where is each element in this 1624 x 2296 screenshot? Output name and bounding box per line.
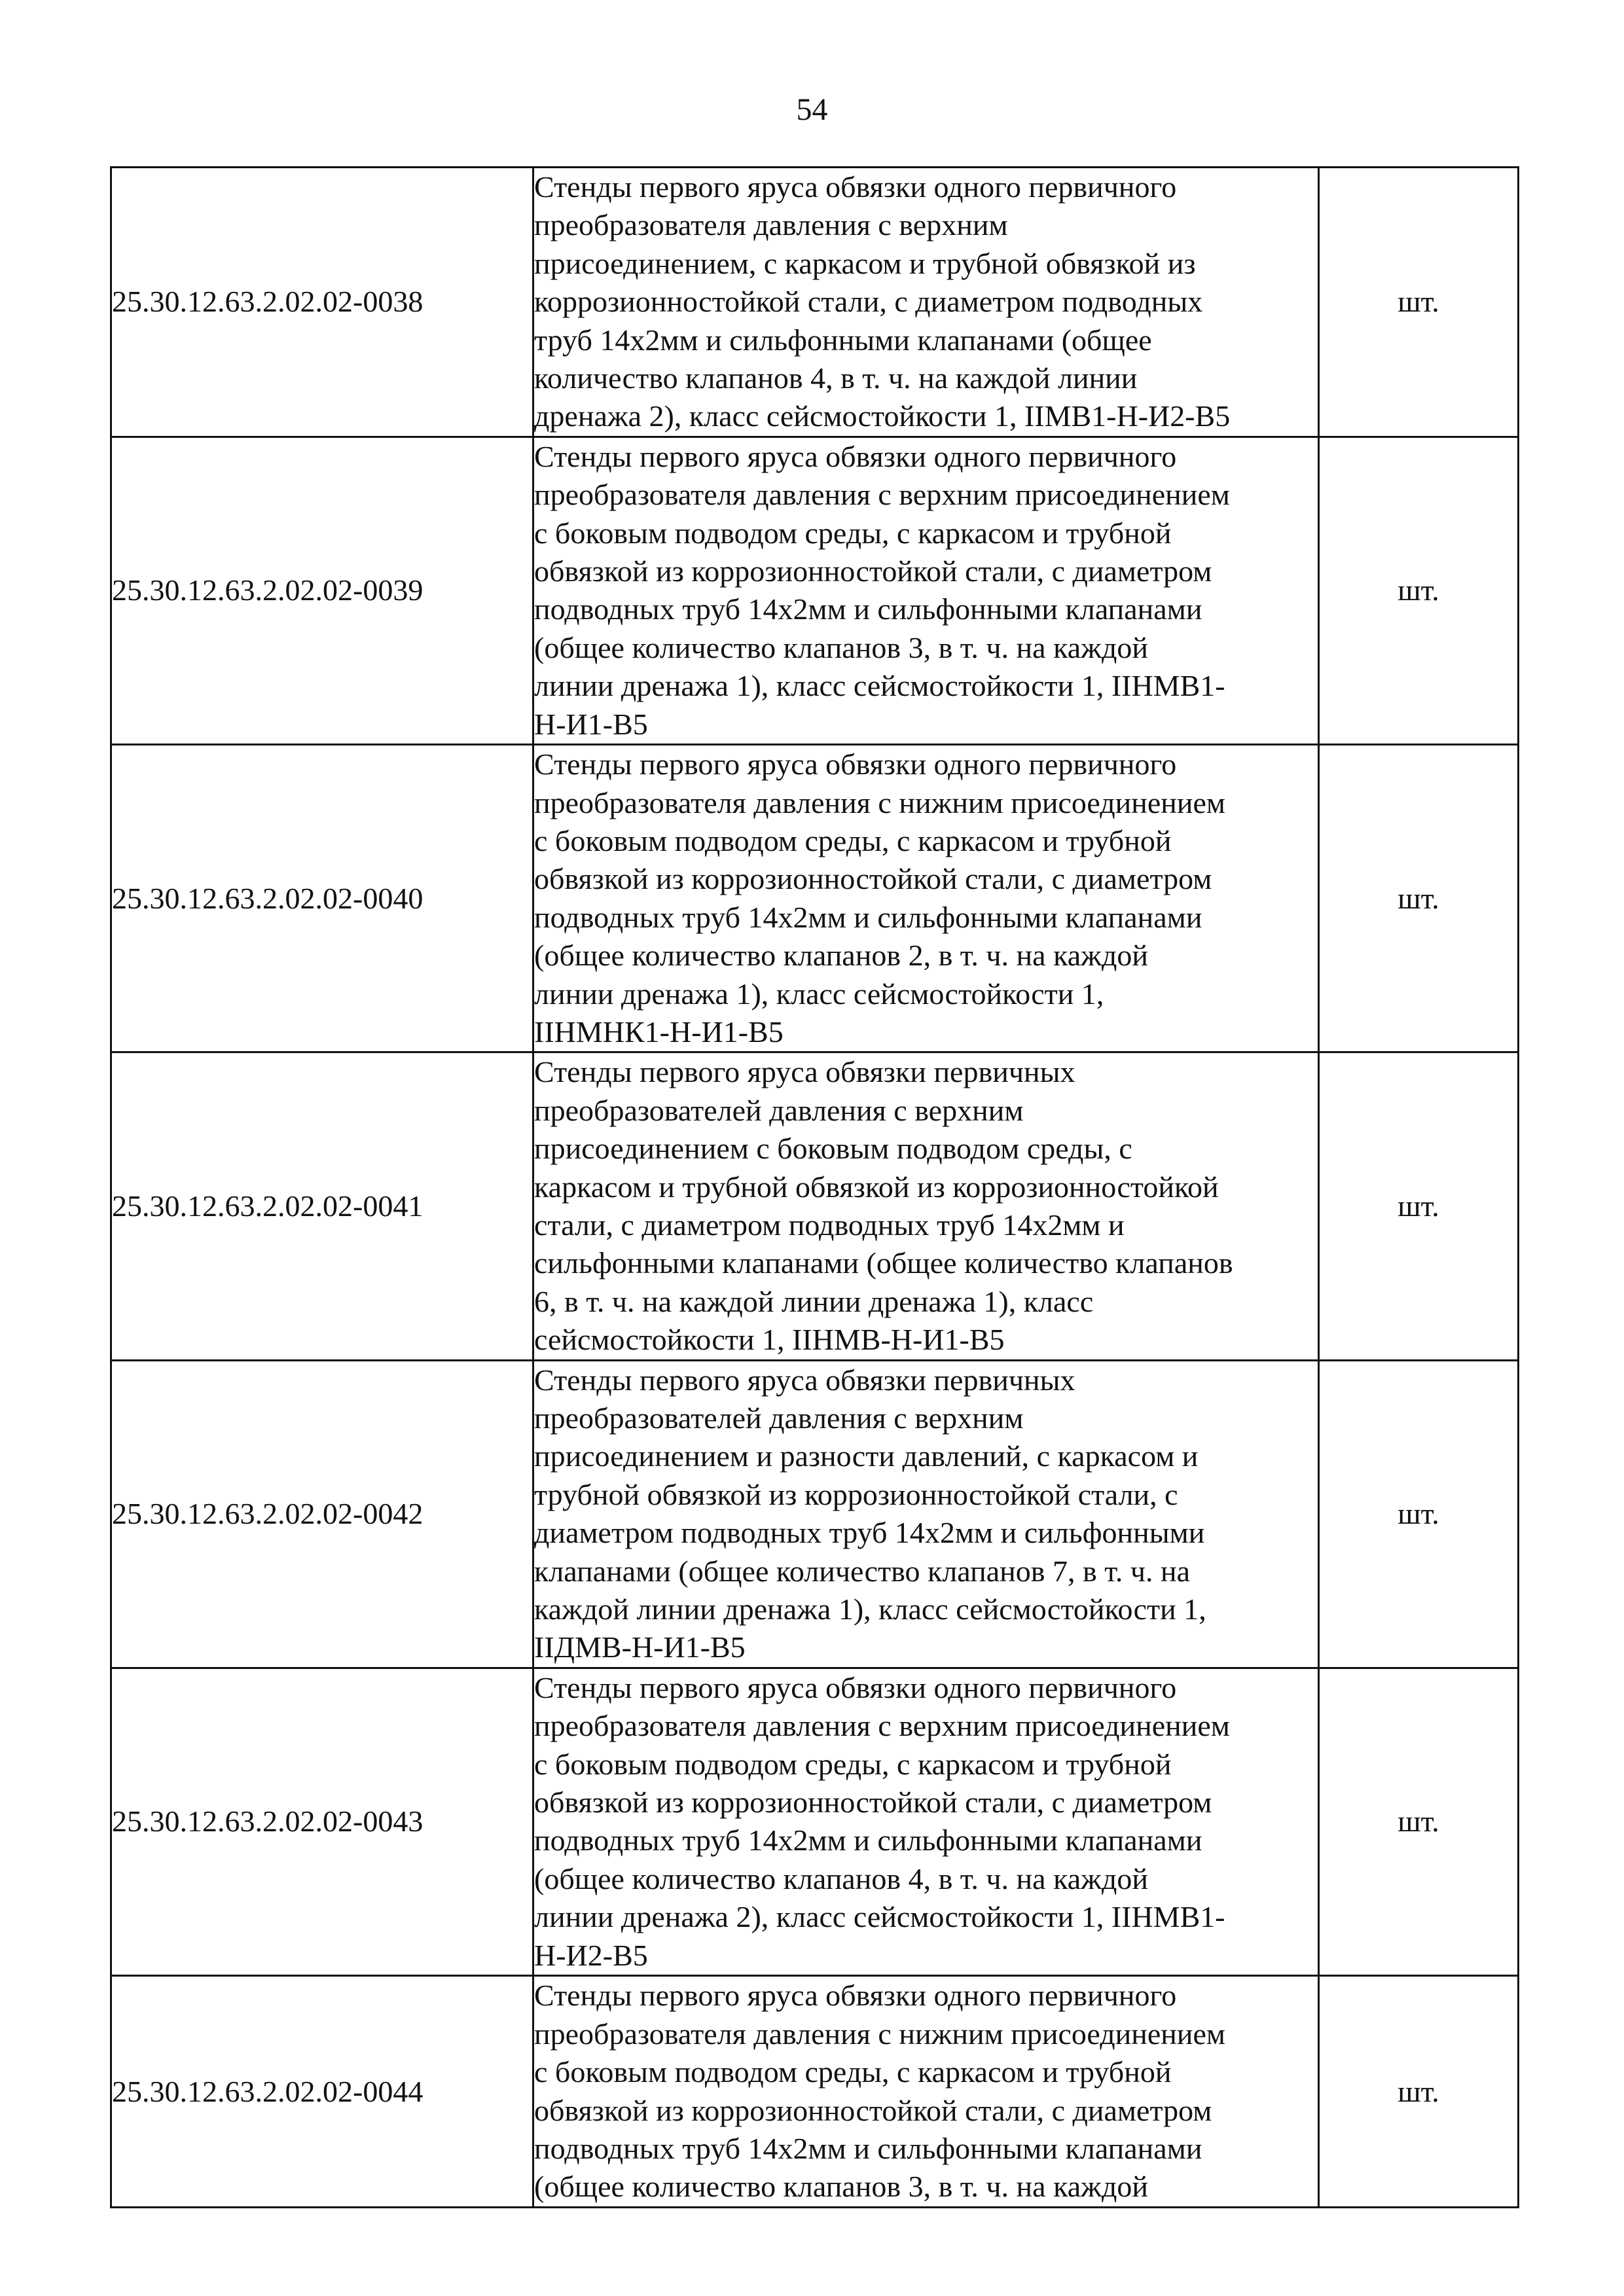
- item-code: 25.30.12.63.2.02.02-0044: [111, 1976, 533, 2208]
- item-description: [533, 745, 1319, 1052]
- item-code: 25.30.12.63.2.02.02-0040: [111, 745, 533, 1052]
- description-line: коррозионностойкой стали, с диаметром подводных: [534, 285, 1203, 319]
- description-line: клапанами (общее количество клапанов 7, в т. ч. на: [534, 1554, 1191, 1588]
- description-line: 6, в т. ч. на каждой линии дренажа 1), класс: [534, 1284, 1094, 1318]
- description-line: Стенды первого яруса обвязки одного первичного: [534, 1979, 1177, 2013]
- description-line: преобразователей давления с верхним: [534, 1401, 1024, 1435]
- description-line: обвязкой из коррозионностойкой стали, с диаметром: [534, 1785, 1212, 1820]
- description-line: диаметром подводных труб 14х2мм и сильфонными: [534, 1516, 1205, 1550]
- table-row: [111, 1668, 1519, 1975]
- description-line: Н-И2-В5: [534, 1938, 648, 1972]
- description-line: линии дренажа 1), класс сейсмостойкости 1,: [534, 977, 1104, 1011]
- item-code: 25.30.12.63.2.02.02-0043: [111, 1668, 533, 1975]
- description-line: преобразователя давления с нижним присоединением: [534, 785, 1226, 819]
- item-description: [533, 1668, 1319, 1975]
- description-line: преобразователя давления с верхним присоединением: [534, 1709, 1230, 1743]
- table-row: [111, 1976, 1519, 2208]
- description-line: подводных труб 14х2мм и сильфонными клапанами: [534, 1823, 1202, 1857]
- description-line: преобразователя давления с верхним: [534, 208, 1008, 242]
- item-description: [533, 1976, 1319, 2208]
- description-line: с боковым подводом среды, с каркасом и трубной: [534, 1747, 1172, 1781]
- description-line: количество клапанов 4, в т. ч. на каждой линии: [534, 361, 1138, 395]
- description-line: сейсмостойкости 1, IIНМВ-Н-И1-В5: [534, 1323, 1005, 1357]
- description-line: IIНМНК1-Н-И1-В5: [534, 1014, 784, 1049]
- description-line: Стенды первого яруса обвязки одного первичного: [534, 747, 1177, 781]
- description-line: Стенды первого яруса обвязки первичных: [534, 1363, 1075, 1397]
- description-line: труб 14х2мм и сильфонными клапанами (общее: [534, 323, 1152, 357]
- unit-of-measure: шт.: [1319, 1052, 1519, 1360]
- description-line: с боковым подводом среды, с каркасом и трубной: [534, 516, 1172, 550]
- page-number: 54: [796, 92, 828, 127]
- equipment-table: [110, 166, 1519, 2208]
- description-line: Н-И1-В5: [534, 707, 648, 741]
- description-line: IIДМВ-Н-И1-В5: [534, 1630, 746, 1664]
- description-line: обвязкой из коррозионностойкой стали, с диаметром: [534, 2093, 1212, 2127]
- description-line: (общее количество клапанов 3, в т. ч. на каждой: [534, 630, 1148, 664]
- description-line: с боковым подводом среды, с каркасом и трубной: [534, 2055, 1172, 2089]
- description-line: (общее количество клапанов 2, в т. ч. на каждой: [534, 939, 1148, 973]
- description-line: преобразователя давления с верхним присоединением: [534, 478, 1230, 512]
- table-row: [111, 1360, 1519, 1668]
- description-line: Стенды первого яруса обвязки одного первичного: [534, 439, 1177, 473]
- description-line: сильфонными клапанами (общее количество клапанов: [534, 1246, 1233, 1280]
- description-line: подводных труб 14х2мм и сильфонными клапанами: [534, 900, 1202, 934]
- unit-of-measure: шт.: [1319, 168, 1519, 437]
- description-line: с боковым подводом среды, с каркасом и трубной: [534, 823, 1172, 857]
- table-body: [111, 168, 1519, 2208]
- description-line: Стенды первого яруса обвязки одного первичного: [534, 170, 1177, 204]
- description-line: линии дренажа 2), класс сейсмостойкости 1, IIНМВ1-: [534, 1900, 1225, 1934]
- description-line: обвязкой из коррозионностойкой стали, с диаметром: [534, 554, 1212, 588]
- description-line: присоединением и разности давлений, с каркасом и: [534, 1439, 1199, 1473]
- unit-of-measure: шт.: [1319, 437, 1519, 744]
- item-description: [533, 168, 1319, 437]
- description-line: каждой линии дренажа 1), класс сейсмостойкости 1,: [534, 1592, 1206, 1626]
- item-code: 25.30.12.63.2.02.02-0039: [111, 437, 533, 744]
- unit-of-measure: шт.: [1319, 1668, 1519, 1975]
- item-description: [533, 1360, 1319, 1668]
- description-line: подводных труб 14х2мм и сильфонными клапанами: [534, 592, 1202, 626]
- table-row: [111, 437, 1519, 744]
- table-row: [111, 1052, 1519, 1360]
- description-line: линии дренажа 1), класс сейсмостойкости 1, IIHMB1-: [534, 669, 1225, 703]
- item-description: [533, 437, 1319, 744]
- description-line: (общее количество клапанов 3, в т. ч. на каждой: [534, 2170, 1148, 2204]
- description-line: каркасом и трубной обвязкой из коррозионностойкой: [534, 1170, 1219, 1204]
- description-line: присоединением с боковым подводом среды, с: [534, 1132, 1132, 1166]
- unit-of-measure: шт.: [1319, 745, 1519, 1052]
- description-line: дренажа 2), класс сейсмостойкости 1, IIMB1-Н-И2-В5: [534, 399, 1231, 433]
- unit-of-measure: шт.: [1319, 1360, 1519, 1668]
- table-row: [111, 745, 1519, 1052]
- item-code: 25.30.12.63.2.02.02-0038: [111, 168, 533, 437]
- description-line: стали, с диаметром подводных труб 14х2мм и: [534, 1208, 1125, 1242]
- table-row: [111, 168, 1519, 437]
- item-code: 25.30.12.63.2.02.02-0041: [111, 1052, 533, 1360]
- description-line: (общее количество клапанов 4, в т. ч. на каждой: [534, 1861, 1148, 1895]
- description-line: Стенды первого яруса обвязки первичных: [534, 1055, 1075, 1089]
- description-line: присоединением, с каркасом и трубной обвязкой из: [534, 246, 1196, 280]
- description-line: подводных труб 14х2мм и сильфонными клапанами: [534, 2132, 1202, 2165]
- description-line: преобразователя давления с нижним присоединением: [534, 2017, 1226, 2051]
- item-code: 25.30.12.63.2.02.02-0042: [111, 1360, 533, 1668]
- unit-of-measure: шт.: [1319, 1976, 1519, 2208]
- item-description: [533, 1052, 1319, 1360]
- description-line: обвязкой из коррозионностойкой стали, с диаметром: [534, 862, 1212, 896]
- description-line: преобразователей давления с верхним: [534, 1093, 1024, 1127]
- description-line: трубной обвязкой из коррозионностойкой стали, с: [534, 1477, 1178, 1511]
- description-line: Стенды первого яруса обвязки одного первичного: [534, 1670, 1177, 1704]
